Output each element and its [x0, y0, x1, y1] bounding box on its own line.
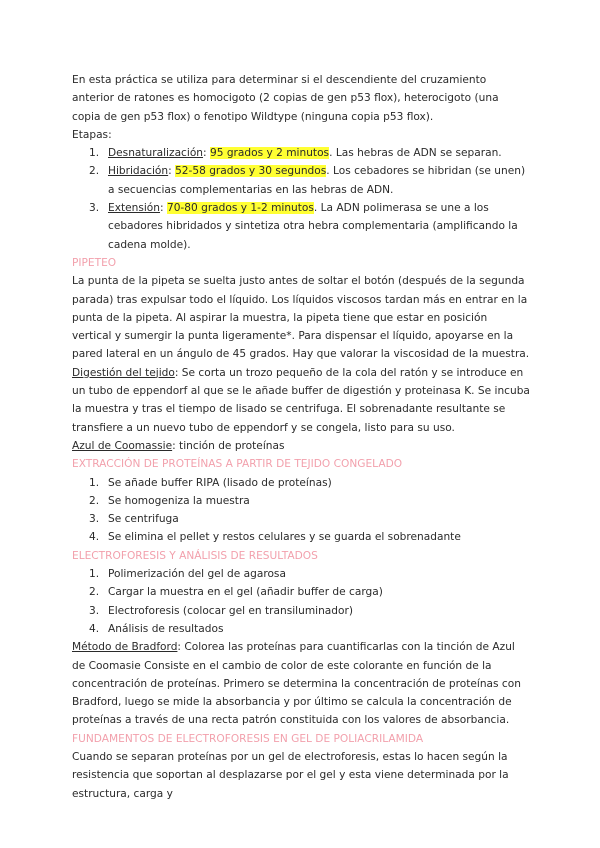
list-number: 3.	[89, 604, 100, 617]
extraccion-heading: EXTRACCIÓN DE PROTEÍNAS A PARTIR DE TEJIDO CONGELADO	[72, 458, 403, 471]
list-item: 1. Se añade buffer RIPA (lisado de proteínas)	[72, 474, 530, 492]
fundamentos-heading: FUNDAMENTOS DE ELECTROFORESIS EN GEL DE POLIACRILAMIDA	[72, 732, 424, 745]
document-page	[72, 71, 530, 803]
highlighted-text: 70-80 grados y 1-2 minutos	[166, 202, 314, 215]
list-number: 1.	[89, 476, 100, 489]
highlighted-text: 95 grados y 2 minutos	[209, 147, 330, 160]
list-number: 3.	[89, 513, 100, 526]
list-item: 2. Hibridación: 52-58 grados y 30 segundos. Los cebadores se hibridan (se unen) a secuencias complementarias en las hebras de ADN.	[72, 162, 530, 199]
step-term: Extensión	[108, 202, 161, 215]
bradford-paragraph: Método de Bradford: Colorea las proteínas para cuantificarlas con la tinción de Azul de Coomasie Consiste en el cambio de color de este colorante en función de la concentración de proteínas. Primero se determina la concentración de proteínas con Bradford, luego se mide la absorbancia y por último se calcula la concentración de proteínas a través de una recta patrón constituida con los valores de absorbancia.	[72, 641, 521, 727]
electroforesis-list	[72, 565, 530, 638]
highlighted-text: 52-58 grados y 30 segundos	[175, 165, 327, 178]
intro-paragraph: En esta práctica se utiliza para determinar si el descendiente del cruzamiento anterior de ratones es homocigoto (2 copias de gen p53 flox), heterocigoto (una copia de gen p53 flox) o fenotipo Wildtype (ninguna copia p53 flox).	[72, 74, 499, 123]
list-item: 1. Polimerización del gel de agarosa	[72, 565, 530, 583]
bradford-term: Método de Bradford	[72, 641, 178, 654]
step-term: Hibridación	[108, 165, 169, 178]
pipeteo-paragraph: La punta de la pipeta se suelta justo antes de soltar el botón (después de la segunda parada) tras expulsar todo el líquido. Los líquidos viscosos tardan más en entrar en la punta de la pipeta. Al aspirar la muestra, la pipeta tiene que estar en posición vertical y sumergir la punta ligeramente*. Para dispensar el líquido, apoyarse en la pared lateral en un ángulo de 45 grados. Hay que valorar la viscosidad de la muestra.	[72, 275, 530, 361]
list-item: 3. Electroforesis (colocar gel en transiluminador)	[72, 602, 530, 620]
azul-term: Azul de Coomassie	[72, 439, 173, 452]
list-item: 3. Se centrifuga	[72, 510, 530, 528]
list-number: 2.	[89, 586, 100, 599]
list-number: 4.	[89, 622, 100, 635]
list-item: 1. Desnaturalización: 95 grados y 2 minutos. Las hebras de ADN se separan.	[72, 144, 530, 162]
digestion-paragraph: Digestión del tejido: Se corta un trozo pequeño de la cola del ratón y se introduce en un tubo de eppendorf al que se le añade buffer de digestión y proteinasa K. Se incuba la muestra y tras el tiempo de lisado se centrifuga. El sobrenadante resultante se transfiere a un nuevo tubo de eppendorf y se congela, listo para su uso.	[72, 366, 530, 434]
list-item: 2. Se homogeniza la muestra	[72, 492, 530, 510]
list-number: 1.	[89, 147, 100, 160]
extraccion-list	[72, 474, 530, 547]
list-item: 2. Cargar la muestra en el gel (añadir buffer de carga)	[72, 583, 530, 601]
etapas-list	[72, 144, 530, 254]
fundamentos-paragraph: Cuando se separan proteínas por un gel de electroforesis, estas lo hacen según la resistencia que soportan al desplazarse por el gel y esta viene determinada por la estructura, carga y	[72, 750, 509, 800]
etapas-label: Etapas:	[72, 128, 112, 141]
list-number: 2.	[89, 494, 100, 507]
list-number: 3.	[89, 202, 100, 215]
pipeteo-heading: PIPETEO	[72, 256, 117, 269]
azul-paragraph: Azul de Coomassie: tinción de proteínas	[72, 439, 285, 452]
electroforesis-heading: ELECTROFORESIS Y ANÁLISIS DE RESULTADOS	[72, 549, 318, 562]
step-term: Desnaturalización	[108, 147, 204, 160]
list-number: 2.	[89, 165, 100, 178]
list-item: 4. Análisis de resultados	[72, 620, 530, 638]
list-item: 3. Extensión: 70-80 grados y 1-2 minutos. La ADN polimerasa se une a los cebadores hibridados y sintetiza otra hebra complementaria (amplificando la cadena molde).	[72, 199, 530, 254]
digestion-term: Digestión del tejido	[72, 366, 175, 379]
list-number: 4.	[89, 531, 100, 544]
list-number: 1.	[89, 568, 100, 581]
list-item: 4. Se elimina el pellet y restos celulares y se guarda el sobrenadante	[72, 528, 530, 546]
